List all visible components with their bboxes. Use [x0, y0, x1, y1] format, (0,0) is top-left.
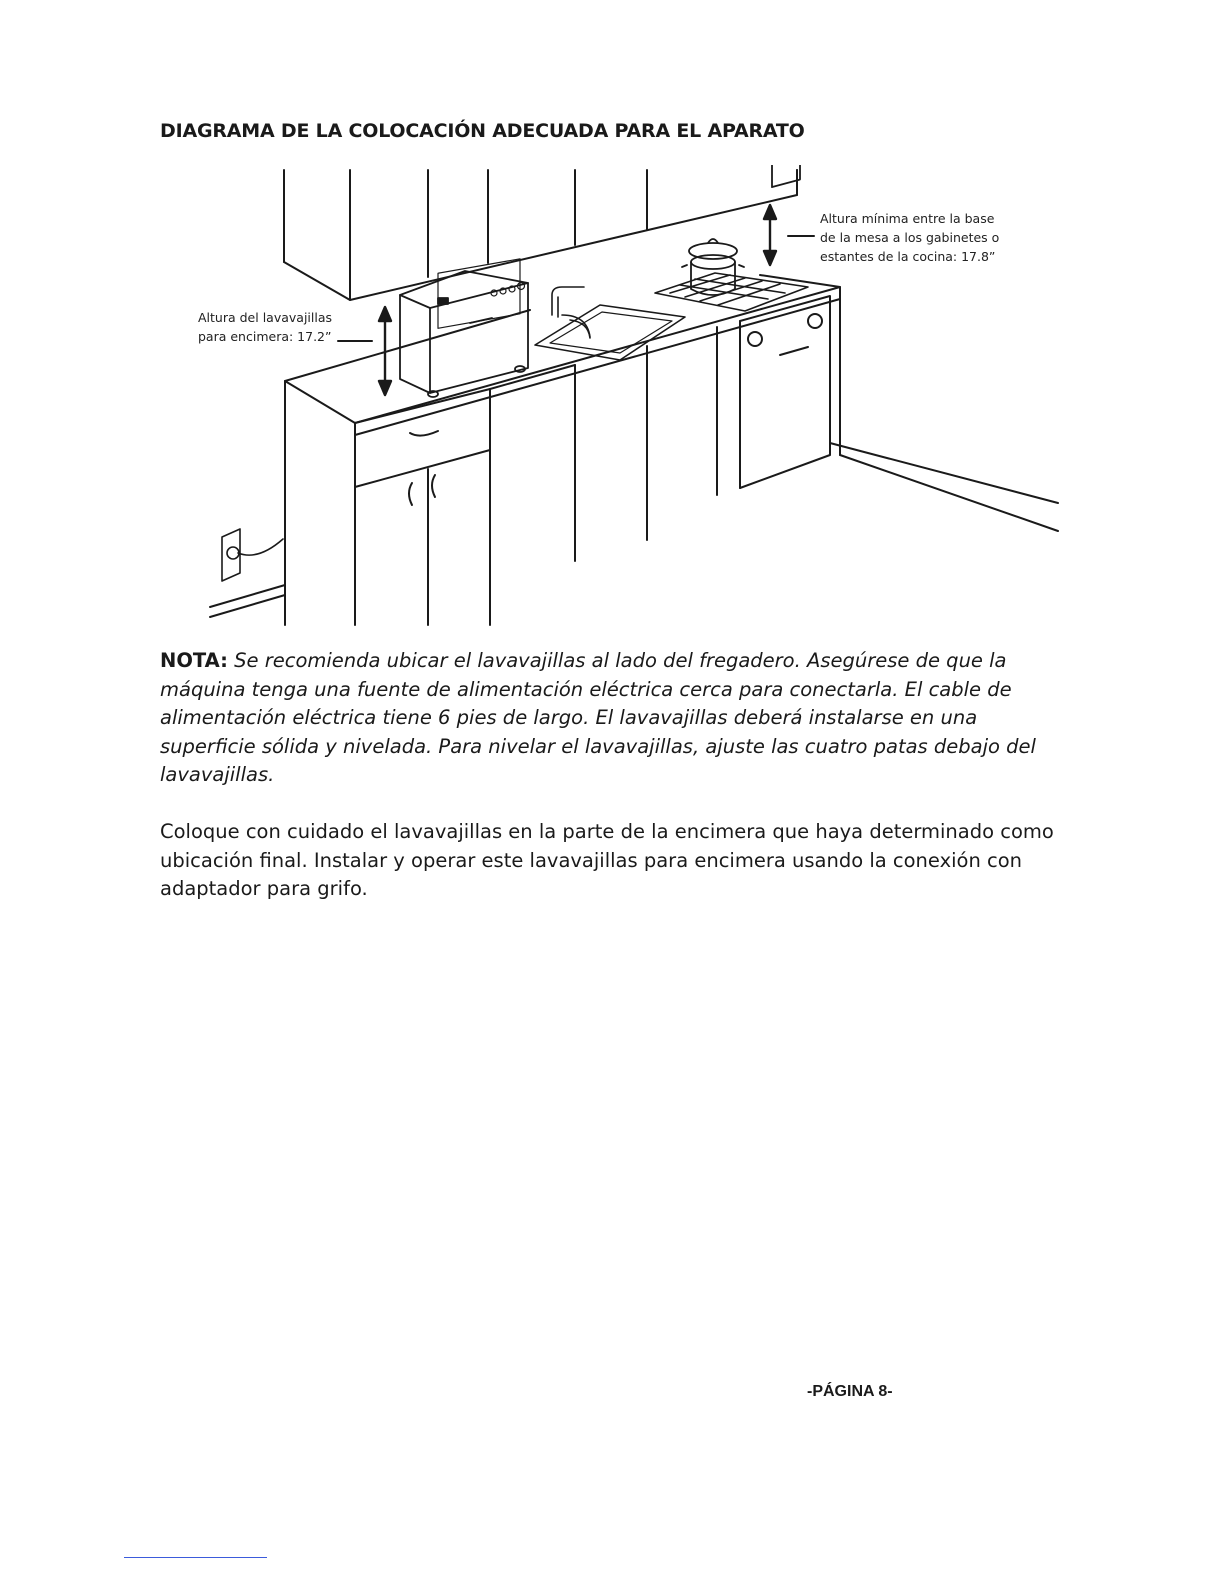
callout-line: para encimera: 17.2”	[198, 329, 332, 344]
callout-line: Altura del lavavajillas	[198, 310, 333, 325]
note-paragraph	[160, 647, 1040, 790]
note-label: NOTA:	[160, 649, 228, 672]
lower-cabinet	[355, 321, 740, 625]
pot-icon	[682, 239, 744, 295]
callout-dishwasher-height	[198, 308, 332, 346]
floor-lines	[210, 443, 1058, 617]
footnote-divider	[124, 1557, 267, 1558]
placement-text-2: Instalar y operar este lavavajillas para encimera usando la conexión con adaptador para grifo.	[160, 848, 1023, 901]
callout-line: de la mesa a los gabinetes o	[820, 230, 1000, 245]
oven	[740, 165, 830, 488]
outlet-icon	[222, 529, 283, 581]
dishwasher	[400, 259, 528, 397]
page-heading: DIAGRAMA DE LA COLOCACIÓN ADECUADA PARA EL APARATO	[160, 120, 805, 142]
placement-text: Coloque con cuidado el lavavajillas en la parte de la encimera que haya determinado como ubicación final.	[160, 820, 1054, 872]
page-number: -PÁGINA 8-	[807, 1383, 893, 1400]
callout-line: estantes de la cocina: 17.8”	[820, 249, 996, 264]
callout-line: Altura mínima entre la base	[820, 211, 995, 226]
placement-paragraph	[160, 818, 1060, 904]
note-body: Se recomienda ubicar el lavavajillas al lado del fregadero. Asegúrese de que la máquina tenga una fuente de alimentación eléctrica cerca para conectarla. El cable de alimentación eléctrica tiene 6 pies de largo. El lavavajillas deberá instalarse en una superficie sólida y nivelada. Para nivelar el lavavajillas, ajuste las cuatro patas debajo del lavavajillas.	[160, 649, 1036, 787]
callout-cabinet-clearance	[820, 209, 999, 266]
upper-cabinets	[284, 170, 797, 300]
